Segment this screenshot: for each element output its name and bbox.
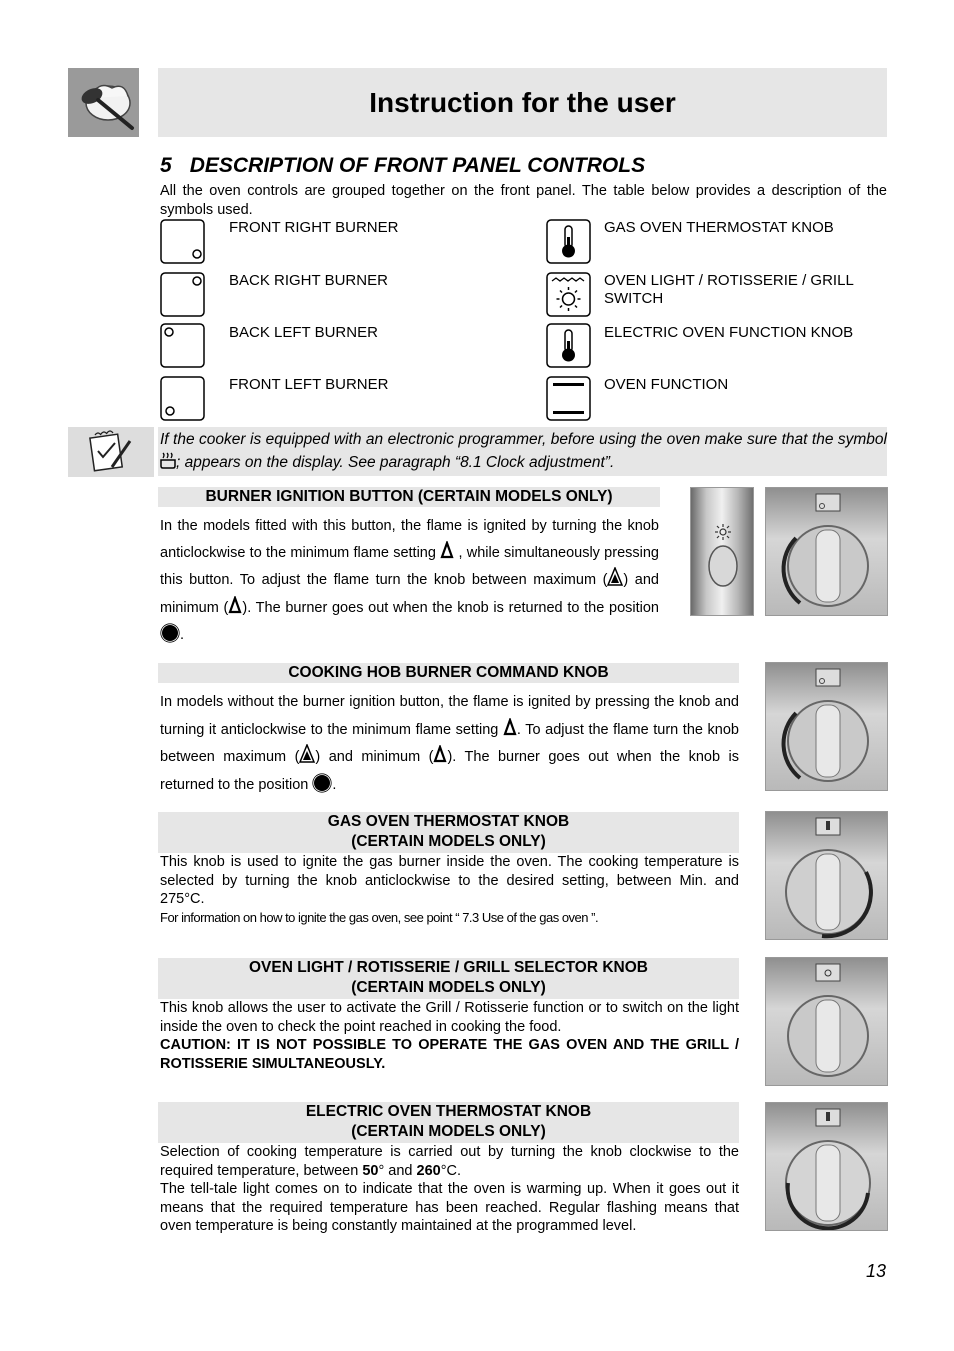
section-title-text: DESCRIPTION OF FRONT PANEL CONTROLS xyxy=(189,154,646,177)
section-number: 5 xyxy=(160,154,172,177)
gas-oven-knob-photo xyxy=(765,811,888,940)
gas-oven-note: For information on how to ignite the gas oven, see point “ 7.3 Use of the gas oven ”. xyxy=(160,910,599,925)
min-flame-icon xyxy=(228,596,242,614)
header-bar xyxy=(158,68,887,137)
gas-oven-text: This knob is used to ignite the gas burner inside the oven. The cooking temperature is selected by turning the knob anticlockwise to the desired setting, between Min. and 275°C. xyxy=(160,854,739,907)
section-title xyxy=(160,154,645,178)
ignition-text-1: In the models fitted with this button, the flame is ignited by turning the knob anticlockwise to the minimum flame setting xyxy=(160,518,659,562)
selector-knob-icon xyxy=(766,958,887,1085)
front-left-burner-icon xyxy=(160,376,205,421)
notepad-pencil-icon xyxy=(68,427,154,477)
ignition-button-photo xyxy=(690,487,754,616)
symbol-label-electric-function: ELECTRIC OVEN FUNCTION KNOB xyxy=(604,324,854,341)
min-flame-icon xyxy=(433,745,447,763)
page-number: 13 xyxy=(866,1261,887,1281)
electric-title xyxy=(158,1102,739,1143)
electric-text-1: Selection of cooking temperature is carried out by turning the knob clockwise to the required temperature, between xyxy=(160,1144,739,1179)
oven-function-icon xyxy=(546,376,591,421)
hob-title: COOKING HOB BURNER COMMAND KNOB xyxy=(158,663,739,683)
electric-thermostat-icon xyxy=(546,323,591,368)
off-position-icon xyxy=(312,773,332,793)
spark-icon xyxy=(691,488,753,615)
symbol-label-back-left: BACK LEFT BURNER xyxy=(229,324,378,341)
ignition-text-2: , while simultaneously pressing this button. To adjust the flame turn the knob between maximum ( xyxy=(160,545,659,589)
ignition-text xyxy=(160,513,659,649)
chef-logo xyxy=(68,68,139,137)
ignition-text-5: . xyxy=(180,626,185,643)
note-text-part2: ; appears on the display. See paragraph “8.1 Clock adjustment”. xyxy=(176,454,615,471)
electric-min-temp: 50 xyxy=(362,1162,379,1179)
symbol-label-front-left: FRONT LEFT BURNER xyxy=(229,376,389,393)
ignition-knob-photo xyxy=(765,487,888,616)
symbol-label-gas-thermostat: GAS OVEN THERMOSTAT KNOB xyxy=(604,219,834,236)
electric-text-4: The tell-tale light comes on to indicate that the oven is warming up. When it goes out it means that the required temperature has been reached. Regular flashing means that oven temperature is being constantly maintained at the programmed level. xyxy=(160,1181,739,1234)
gas-oven-title-1: GAS OVEN THERMOSTAT KNOB xyxy=(327,813,570,830)
gas-oven-title xyxy=(158,812,739,853)
symbol-label-oven-function: OVEN FUNCTION xyxy=(604,376,729,393)
grill-caution: CAUTION: IT IS NOT POSSIBLE TO OPERATE THE GAS OVEN AND THE GRILL / ROTISSERIE SIMULTANEOUSLY. xyxy=(160,1037,739,1072)
note-panel xyxy=(158,427,887,476)
ignition-title: BURNER IGNITION BUTTON (CERTAIN MODELS ONLY) xyxy=(158,487,660,507)
grill-text xyxy=(160,999,739,1073)
hob-text xyxy=(160,689,739,799)
page-title: Instruction for the user xyxy=(369,86,676,118)
hob-text-5: . xyxy=(332,776,337,793)
front-right-burner-icon xyxy=(160,219,205,264)
electric-max-temp: 260 xyxy=(416,1162,441,1179)
gas-oven-title-2: (CERTAIN MODELS ONLY) xyxy=(351,833,546,850)
electric-text xyxy=(160,1143,739,1236)
light-grill-icon xyxy=(546,272,591,317)
min-flame-icon xyxy=(440,541,454,559)
burner-knob-icon xyxy=(766,663,887,790)
symbol-label-light-grill: OVEN LIGHT / ROTISSERIE / GRILL SWITCH xyxy=(604,272,854,307)
max-flame-icon xyxy=(299,744,315,764)
hob-text-1: In models without the burner ignition button, the flame is ignited by pressing the knob and turning it anticlockwise to the minimum flame setting xyxy=(160,694,739,738)
electric-title-2: (CERTAIN MODELS ONLY) xyxy=(351,1123,546,1140)
electric-text-3: °C. xyxy=(440,1162,462,1179)
min-flame-icon xyxy=(503,718,517,736)
grill-title-1: OVEN LIGHT / ROTISSERIE / GRILL SELECTOR KNOB xyxy=(248,959,649,976)
note-text-part1: If the cooker is equipped with an electronic programmer, before using the oven make sure that the symbol xyxy=(160,431,887,448)
grill-title-2: (CERTAIN MODELS ONLY) xyxy=(351,979,546,996)
note-text xyxy=(160,428,887,474)
burner-knob-icon xyxy=(766,488,887,615)
thermostat-knob-icon xyxy=(766,1103,887,1230)
back-left-burner-icon xyxy=(160,323,205,368)
hob-text-2: . To adjust the flame turn the knob between maximum ( xyxy=(160,721,739,765)
electric-text-temp xyxy=(160,1143,739,1180)
cooking-pot-icon xyxy=(160,452,176,469)
electric-text-2: ° and xyxy=(378,1162,417,1179)
electric-title-1: ELECTRIC OVEN THERMOSTAT KNOB xyxy=(305,1103,592,1120)
symbol-label-front-right: FRONT RIGHT BURNER xyxy=(229,219,399,236)
max-flame-icon xyxy=(607,567,623,587)
hob-text-3: ) and minimum ( xyxy=(315,749,434,765)
electric-knob-photo xyxy=(765,1102,888,1231)
thermostat-knob-icon xyxy=(766,812,887,939)
grill-text-body: This knob allows the user to activate the Grill / Rotisserie function or to switch on the light inside the oven to check the point reached in cooking the food. xyxy=(160,1000,739,1035)
gas-thermostat-icon xyxy=(546,219,591,264)
ignition-text-4: ). The burner goes out when the knob is returned to the position xyxy=(242,599,659,616)
off-position-icon xyxy=(160,623,180,643)
spoon-hat-icon xyxy=(68,68,139,137)
symbol-label-back-right: BACK RIGHT BURNER xyxy=(229,272,388,289)
hob-text-4: ). The burner goes out when the knob is returned to the position xyxy=(160,749,739,793)
grill-title xyxy=(158,958,739,999)
back-right-burner-icon xyxy=(160,272,205,317)
note-box xyxy=(68,427,154,477)
hob-knob-photo xyxy=(765,662,888,791)
ignition-text-3: ) and minimum ( xyxy=(160,572,659,616)
grill-knob-photo xyxy=(765,957,888,1086)
section-intro: All the oven controls are grouped together on the front panel. The table below provides a description of the symbols used. xyxy=(160,183,887,218)
